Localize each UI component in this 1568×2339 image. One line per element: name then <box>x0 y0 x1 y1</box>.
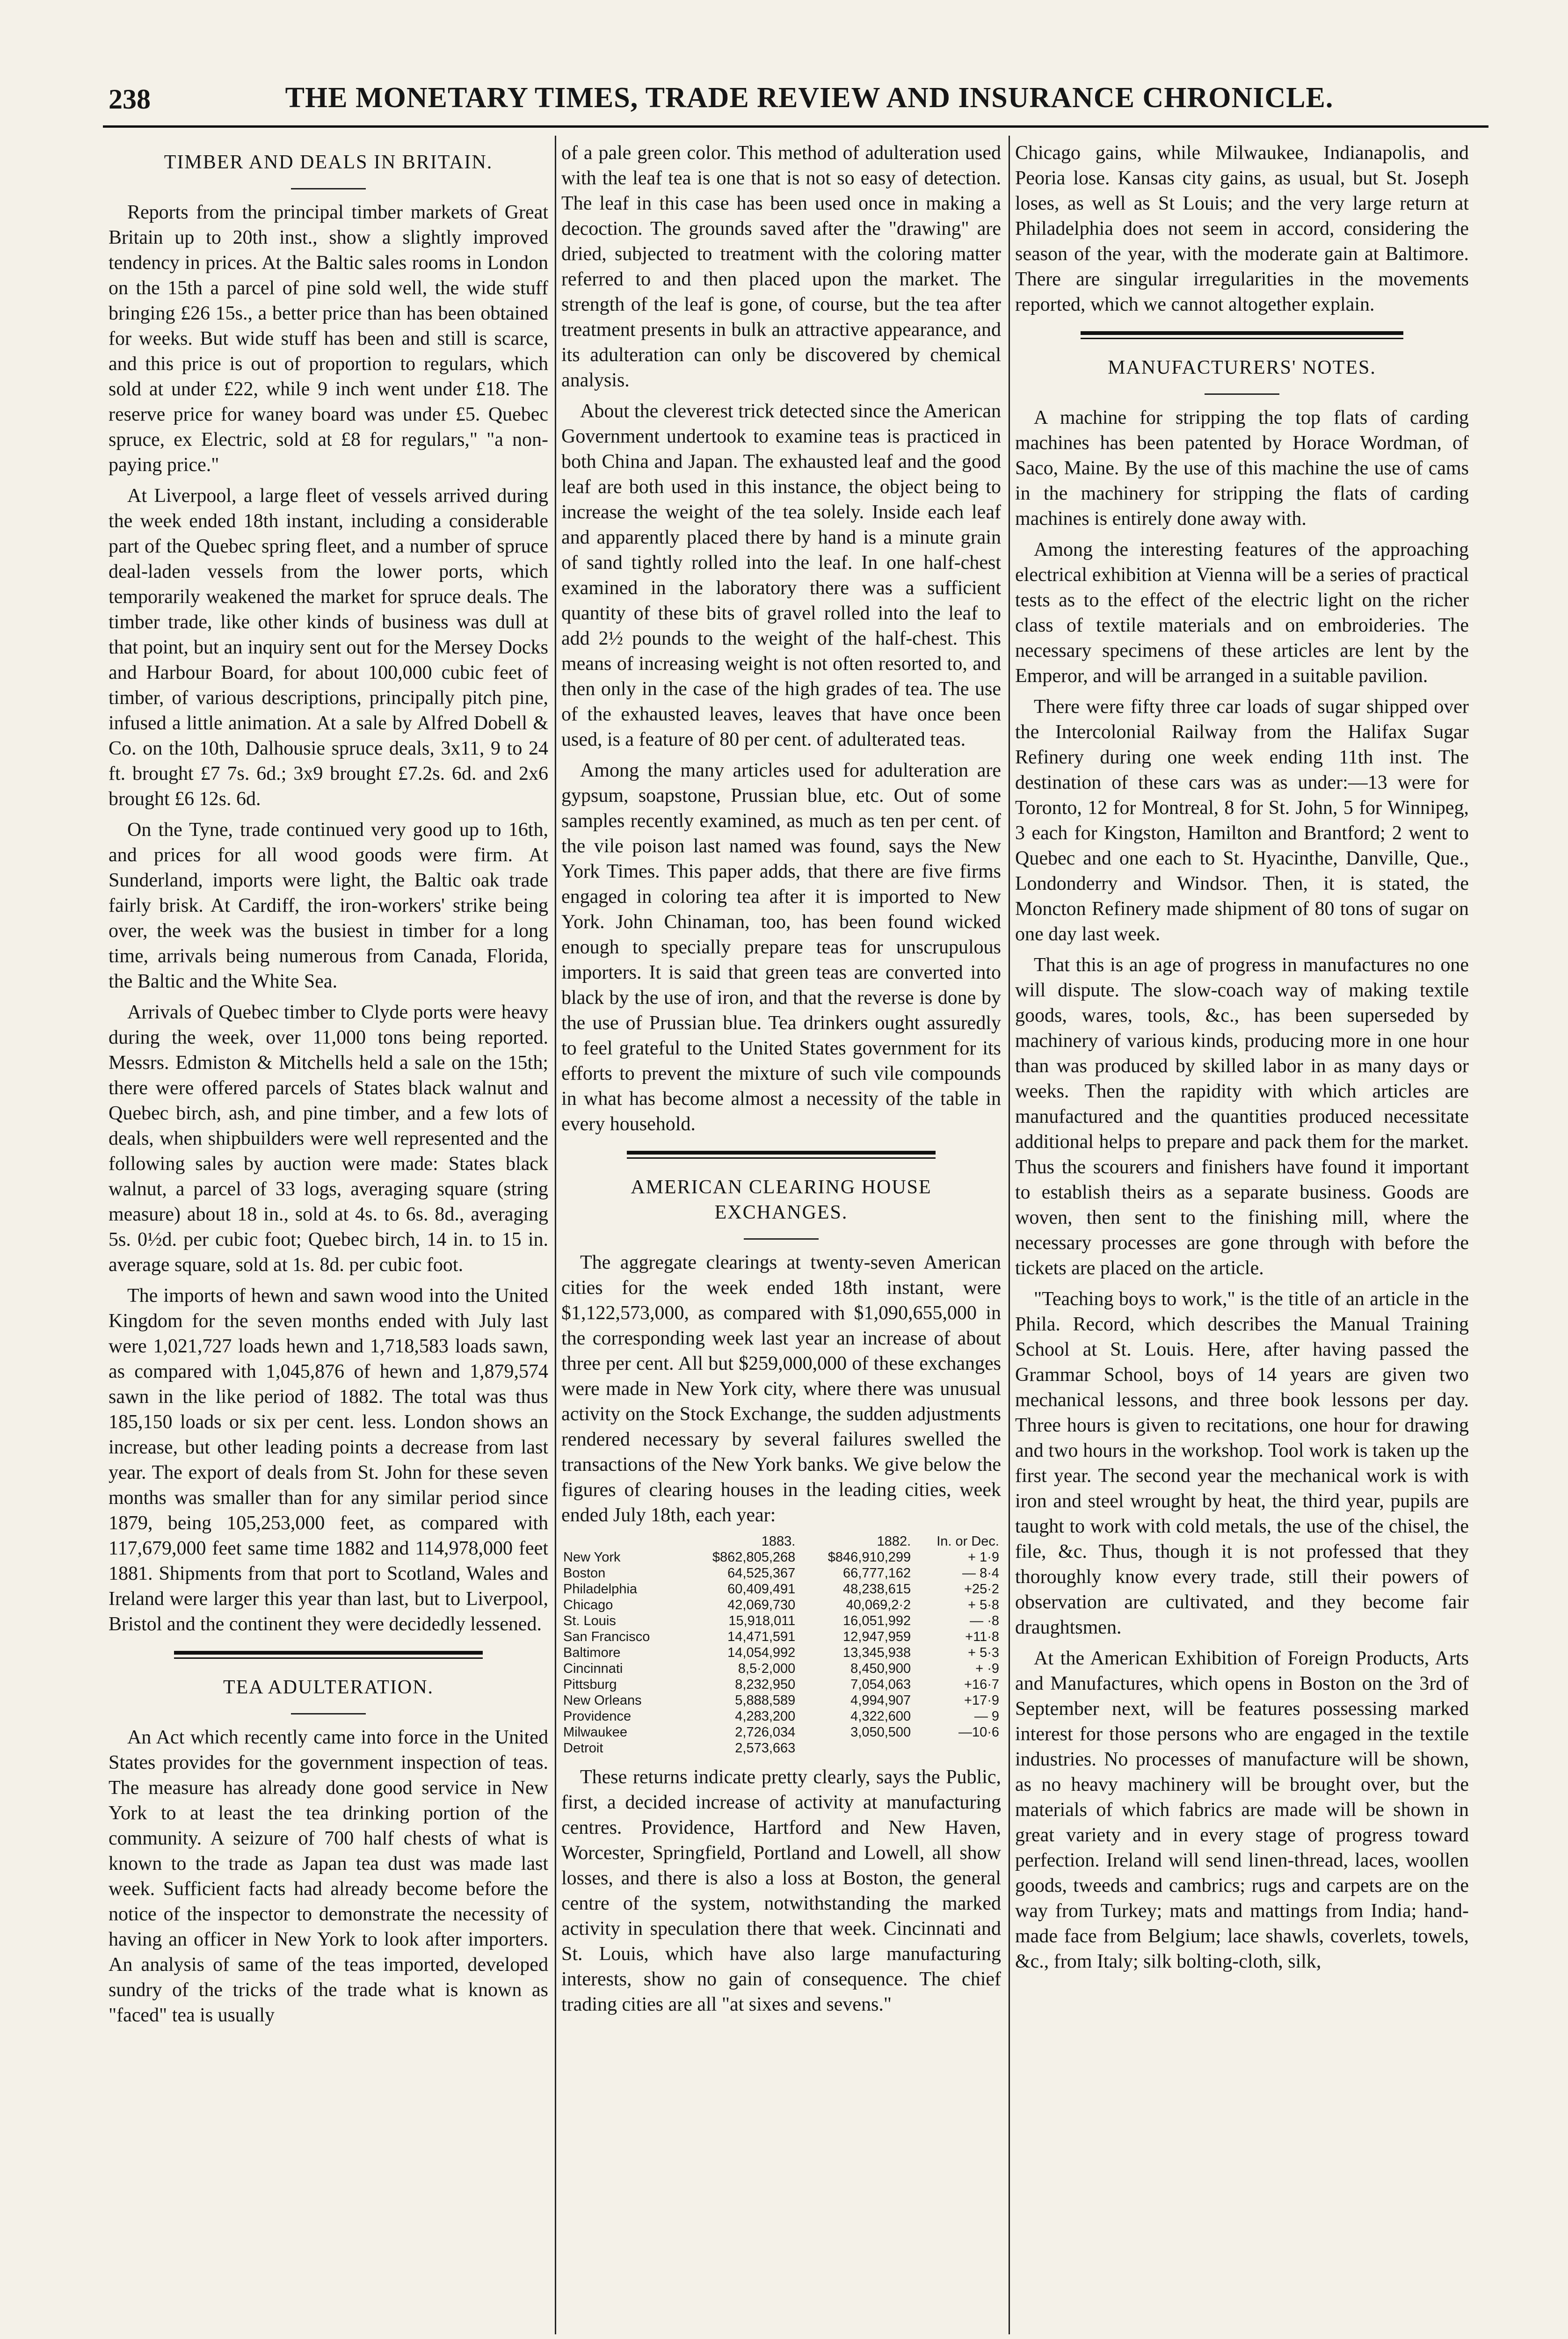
paragraph: The imports of hewn and sawn wood into the United Kingdom for the seven months ended with July last were 1,021,727 loads hewn and 1,718,583 loads sawn, as compared with 1,045,876 of hewn and 1,879,574 sawn in the like period of 1882. The total was thus 185,150 loads or six per cent. less. London shows an increase, but other leading points a decrease from last year. The export of deals from St. John for these seven months was smaller than for any similar period since 1879, being 105,253,000 feet, as compared with 117,679,000 feet same time 1882 and 114,978,000 feet 1881. Shipments from that port to Scotland, Wales and Ireland were larger this year than last, but to Liverpool, Bristol and the continent they were decidedly lessened. <box>109 1285 548 1635</box>
table-row <box>561 1724 1001 1740</box>
header-rule <box>103 125 1488 128</box>
table-row <box>561 1740 1001 1756</box>
value-cell: $846,910,299 <box>828 1550 911 1565</box>
value-cell: 64,525,367 <box>727 1566 796 1581</box>
city-cell: Chicago <box>563 1598 613 1613</box>
table-row <box>561 1549 1001 1565</box>
column-divider-2 <box>1009 136 1010 2334</box>
paragraph: A machine for stripping the top flats of carding machines has been patented by Horace Wordman, of Saco, Maine. By the use of this machine the use of cams in the machinery for stripping the flats of carding machines is entirely done away with. <box>1015 407 1469 530</box>
table-header: 1883. <box>761 1534 796 1549</box>
table-row <box>561 1693 1001 1708</box>
value-cell: 8,232,950 <box>735 1677 796 1692</box>
section-separator <box>1081 331 1403 339</box>
heading-rule <box>291 188 366 189</box>
paragraph: "Teaching boys to work," is the title of an article in the Phila. Record, which describes the Manual Training School at St. Louis. Here, after having passed the Grammar School, boys of 14 years are given two mechanical lessons, and three book lessons per day. Three hours is given to recitations, one hour for drawing and two hours in the workshop. Tool work is taken up the first year. The second year the mechanical work is with iron and steel wrought by heat, the third year, pupils are taught to work with cold metals, the use of the chisel, the file, &c. Thus, though it is not professed that they thoroughly know every trade, still their powers of observation are cultivated, and they become fair draughtsmen. <box>1015 1288 1469 1638</box>
page-header <box>0 0 1568 122</box>
city-cell: Detroit <box>563 1741 603 1756</box>
paragraph: Among the many articles used for adulteration are gypsum, soapstone, Prussian blue, etc. Out of some samples recently examined, as much as ten per cent. of the vile poison last named was found, says the New York Times. This paper adds, that there are five firms engaged in coloring tea after it is imported to New York. John Chinaman, too, has been found wicked enough to specially prepare teas for unscrupulous importers. It is said that green teas are converted into black by the use of iron, and that the reverse is done by the use of Prussian blue. Tea drinkers ought assuredly to feel grateful to the United States government for its efforts to prevent the mixture of such vile compounds in what has become almost a necessity of the table in every household. <box>561 760 1001 1135</box>
table-header <box>561 1533 682 1549</box>
paragraph: At Liverpool, a large fleet of vessels arrived during the week ended 18th instant, including a considerable part of the Quebec spring fleet, and a number of spruce deal-laden vessels from the lower ports, which temporarily weakened the market for spruce deals. The timber trade, like other kinds of business was dull at that point, but an inquiry sent out for the Mersey Docks and Harbour Board, for about 100,000 cubic feet of timber, of various descriptions, principally pitch pine, infused a little animation. At a sale by Alfred Dobell & Co. on the 10th, Dalhousie spruce deals, 3x11, 9 to 24 ft. brought £7 7s. 6d.; 3x9 brought £7.2s. 6d. and 2x6 brought £6 12s. 6d. <box>109 485 548 810</box>
heading-rule <box>1205 393 1279 395</box>
value-cell: + 5·8 <box>968 1598 999 1613</box>
value-cell: 4,283,200 <box>735 1709 796 1724</box>
column-1 <box>109 140 548 2330</box>
city-cell: Cincinnati <box>563 1661 623 1676</box>
table-row <box>561 1565 1001 1581</box>
table-row <box>561 1677 1001 1693</box>
heading-rule <box>744 1238 819 1240</box>
city-cell: Baltimore <box>563 1645 621 1660</box>
value-cell: — 8·4 <box>962 1566 999 1581</box>
clearing-house-table <box>561 1533 1001 1756</box>
table-row <box>561 1581 1001 1597</box>
value-cell: 12,947,959 <box>843 1629 911 1644</box>
paragraph: Chicago gains, while Milwaukee, Indianapolis, and Peoria lose. Kansas city gains, as usual, but St. Joseph loses, as well as St Louis; and the very large return at Philadelphia does not seem in accord, considering the season of the year, with the moderate gain at Baltimore. There are singular irregularities in the movements reported, which we cannot altogether explain. <box>1015 142 1469 315</box>
table-header-row <box>561 1533 1001 1549</box>
table-row <box>561 1629 1001 1645</box>
city-cell: Boston <box>563 1566 606 1581</box>
city-cell: Milwaukee <box>563 1725 627 1740</box>
paragraph: of a pale green color. This method of adulteration used with the leaf tea is one that is not so easy of detection. The leaf in this case has been used once in making a decoction. The grounds saved after the "drawing" are dried, subjected to treatment with the coloring matter referred to and then placed upon the market. The strength of the leaf is gone, of course, but the tea after treatment presents in bulk an attractive appearance, and its adulteration can only be discovered by chemical analysis. <box>561 142 1001 391</box>
table-row <box>561 1597 1001 1613</box>
value-cell: 16,051,992 <box>843 1613 911 1628</box>
value-cell: 48,238,615 <box>843 1582 911 1597</box>
city-cell: New Orleans <box>563 1693 642 1708</box>
value-cell: + 5·3 <box>968 1645 999 1660</box>
value-cell: +16·7 <box>964 1677 999 1692</box>
value-cell <box>797 1740 913 1756</box>
value-cell: 60,409,491 <box>727 1582 796 1597</box>
paragraph: On the Tyne, trade continued very good up to 16th, and prices for all wood goods were firm. At Sunderland, imports were light, the Baltic oak trade fairly brisk. At Cardiff, the iron-workers' strike being over, the week was the busiest in timber for a long time, arrivals being numerous from Canada, Florida, the Baltic and the White Sea. <box>109 819 548 992</box>
city-cell: New York <box>563 1550 621 1565</box>
city-cell: San Francisco <box>563 1629 650 1644</box>
column-3 <box>1015 140 1469 2330</box>
value-cell: 66,777,162 <box>843 1566 911 1581</box>
city-cell: St. Louis <box>563 1613 616 1628</box>
table-row <box>561 1708 1001 1724</box>
section-heading-clearing: AMERICAN CLEARING HOUSE EXCHANGES. <box>631 1177 932 1223</box>
heading-rule <box>291 1713 366 1714</box>
value-cell: + 1·9 <box>968 1550 999 1565</box>
value-cell: 2,573,663 <box>735 1741 796 1756</box>
publication-title: THE MONETARY TIMES, TRADE REVIEW AND INSURANCE CHRONICLE. <box>285 82 1334 114</box>
paragraph: About the cleverest trick detected since the American Government undertook to examine teas is practiced in both China and Japan. The exhausted leaf and the good leaf are both used in this instance, the object being to increase the weight of the tea solely. Inside each leaf and apparently placed there by hand is a minute grain of sand tightly rolled into the leaf. In one half-chest examined in the laboratory there was a sufficient quantity of these bits of gravel rolled into the leaf to add 2½ pounds to the weight of the half-chest. This means of increasing weight is not often resorted to, and then only in the case of the high grades of tea. The use of the exhausted leaves, leaves that have once been used, is a feature of 80 per cent. of adulterated teas. <box>561 400 1001 750</box>
paragraph: Among the interesting features of the approaching electrical exhibition at Vienna will be a series of practical tests as to the effect of the electric light on the richer class of textile materials and on embroideries. The necessary specimens of these articles are lent by the Emperor, and will be arranged in a suitable pavilion. <box>1015 539 1469 687</box>
value-cell: +11·8 <box>965 1629 999 1644</box>
value-cell <box>913 1740 1001 1756</box>
value-cell: 8,450,900 <box>850 1661 911 1676</box>
table-header: In. or Dec. <box>936 1534 999 1549</box>
value-cell: 5,888,589 <box>735 1693 796 1708</box>
table-header: 1882. <box>877 1534 911 1549</box>
table-row <box>561 1661 1001 1677</box>
value-cell: 14,471,591 <box>727 1629 796 1644</box>
value-cell: 2,726,034 <box>735 1725 796 1740</box>
value-cell: +17·9 <box>964 1693 999 1708</box>
value-cell: 4,994,907 <box>850 1693 911 1708</box>
section-heading-timber: TIMBER AND DEALS IN BRITAIN. <box>164 152 493 173</box>
section-heading-tea: TEA ADULTERATION. <box>223 1677 434 1698</box>
value-cell: 3,050,500 <box>850 1725 911 1740</box>
paragraph: That this is an age of progress in manufactures no one will dispute. The slow-coach way of making textile goods, wares, tools, &c., has been superseded by machinery of various kinds, producing more in one hour than was produced by skilled labor in as many days or weeks. Then the rapidity with which articles are manufactured and the quantities produced necessitate additional helps to prepare and pack them for the market. Thus the scourers and finishers have found it important to establish theirs as a separate business. Goods are woven, then sent to the finishing mill, where the necessary processes are gone through with before the tickets are placed on the article. <box>1015 954 1469 1279</box>
section-separator <box>627 1151 936 1159</box>
value-cell: —10·6 <box>958 1725 999 1740</box>
city-cell: Philadelphia <box>563 1582 638 1597</box>
city-cell: Providence <box>563 1709 632 1724</box>
value-cell: 7,054,063 <box>850 1677 911 1692</box>
value-cell: 14,054,992 <box>727 1645 796 1660</box>
paragraph: Arrivals of Quebec timber to Clyde ports were heavy during the week, over 11,000 tons being reported. Messrs. Edmiston & Mitchells held a sale on the 15th; there were offered parcels of States black walnut and Quebec birch, ash, and pine timber, and a few lots of deals, when shipbuilders were well represented and the following sales by auction were made: States black walnut, a parcel of 33 logs, averaging square (string measure) about 18 in., sold at 4s. to 6s. 8d., averaging 5s. 0½d. per cubic foot; Quebec birch, 14 in. to 15 in. average square, sold at 1s. 8d. per cubic foot. <box>109 1002 548 1276</box>
table-row <box>561 1613 1001 1629</box>
paragraph: At the American Exhibition of Foreign Products, Arts and Manufactures, which opens in Boston on the 3rd of September next, will be features possessing marked interest for those persons who are engaged in the textile industries. No processes of manufacture will be shown, as no heavy machinery will be brought over, but the materials of which fabrics are made will be shown in great variety and in every stage of progress toward perfection. Ireland will send linen-thread, laces, woollen goods, tweeds and cambrics; rugs and carpets are on the way from Turkey; mats and mattings from India; hand-made face from Belgium; lace shawls, coverlets, towels, &c., from Italy; silk bolting-cloth, silk, <box>1015 1648 1469 1972</box>
value-cell: — 9 <box>974 1709 999 1724</box>
value-cell: +25·2 <box>964 1582 999 1597</box>
value-cell: + ·9 <box>975 1661 999 1676</box>
value-cell: $862,805,268 <box>712 1550 796 1565</box>
value-cell: 40,069,2·2 <box>846 1598 911 1613</box>
paragraph: These returns indicate pretty clearly, says the Public, first, a decided increase of activity at manufacturing centres. Providence, Hartford and New Haven, Worcester, Springfield, Portland and Lowell, all show losses, and there is also a loss at Boston, the general centre of the system, notwithstanding the marked activity in speculation there that week. Cincinnati and St. Louis, which have also large manufacturing interests, show no gain of consequence. The chief trading cities are all "at sixes and sevens." <box>561 1766 1001 2015</box>
paragraph: There were fifty three car loads of sugar shipped over the Intercolonial Railway from the Halifax Sugar Refinery during one week ending 11th inst. The destination of these cars was as under:—13 were for Toronto, 12 for Montreal, 8 for St. John, 5 for Winnipeg, 3 each for Kingston, Hamilton and Brantford; 2 went to Quebec and one each to St. Hyacinthe, Danville, Que., Londonderry and Windsor. Then, it is stated, the Moncton Refinery made shipment of 80 tons of sugar on one day last week. <box>1015 696 1469 945</box>
paragraph: The aggregate clearings at twenty-seven American cities for the week ended 18th instant, were $1,122,573,000, as compared with $1,090,655,000 in the corresponding week last year an increase of about three per cent. All but $259,000,000 of these exchanges were made in New York city, where there was unusual activity on the Stock Exchange, the sudden adjustments rendered necessary by several failures swelled the transactions of the New York banks. We give below the figures of clearing houses in the leading cities, week ended July 18th, each year: <box>561 1252 1001 1526</box>
table-row <box>561 1645 1001 1661</box>
value-cell: — ·8 <box>970 1613 999 1628</box>
column-2 <box>561 140 1001 2330</box>
page-number: 238 <box>109 84 151 115</box>
section-heading-manufacturers: MANUFACTURERS' NOTES. <box>1108 357 1376 378</box>
paragraph: Reports from the principal timber markets of Great Britain up to 20th inst., show a slightly improved tendency in prices. At the Baltic sales rooms in London on the 15th a parcel of pine sold well, the wide stuff bringing £26 15s., a better price than has been obtained for weeks. But wide stuff has been and still is scarce, and this price is out of proportion to regulars, which sold at under £22, while 9 inch went under £18. The reserve price for waney board was under £5. Quebec spruce, ex Electric, sold at £8 for regulars," "a non-paying price." <box>109 202 548 476</box>
value-cell: 42,069,730 <box>727 1598 796 1613</box>
value-cell: 15,918,011 <box>728 1613 796 1628</box>
value-cell: 13,345,938 <box>843 1645 911 1660</box>
city-cell: Pittsburg <box>563 1677 617 1692</box>
column-divider-1 <box>555 136 556 2334</box>
value-cell: 8,5·2,000 <box>738 1661 796 1676</box>
value-cell: 4,322,600 <box>850 1709 911 1724</box>
section-separator <box>174 1651 483 1659</box>
paragraph: An Act which recently came into force in the United States provides for the government inspection of teas. The measure has already done good service in New York to at least the tea drinking portion of the community. A seizure of 700 half chests of what is known to the trade as Japan tea dust was made last week. Sufficient facts had already become before the notice of the inspector to demonstrate the necessity of having an officer in New York to look after importers. An analysis of same of the teas imported, developed sundry of the tricks of the trade what is known as "faced" tea is usually <box>109 1727 548 2026</box>
